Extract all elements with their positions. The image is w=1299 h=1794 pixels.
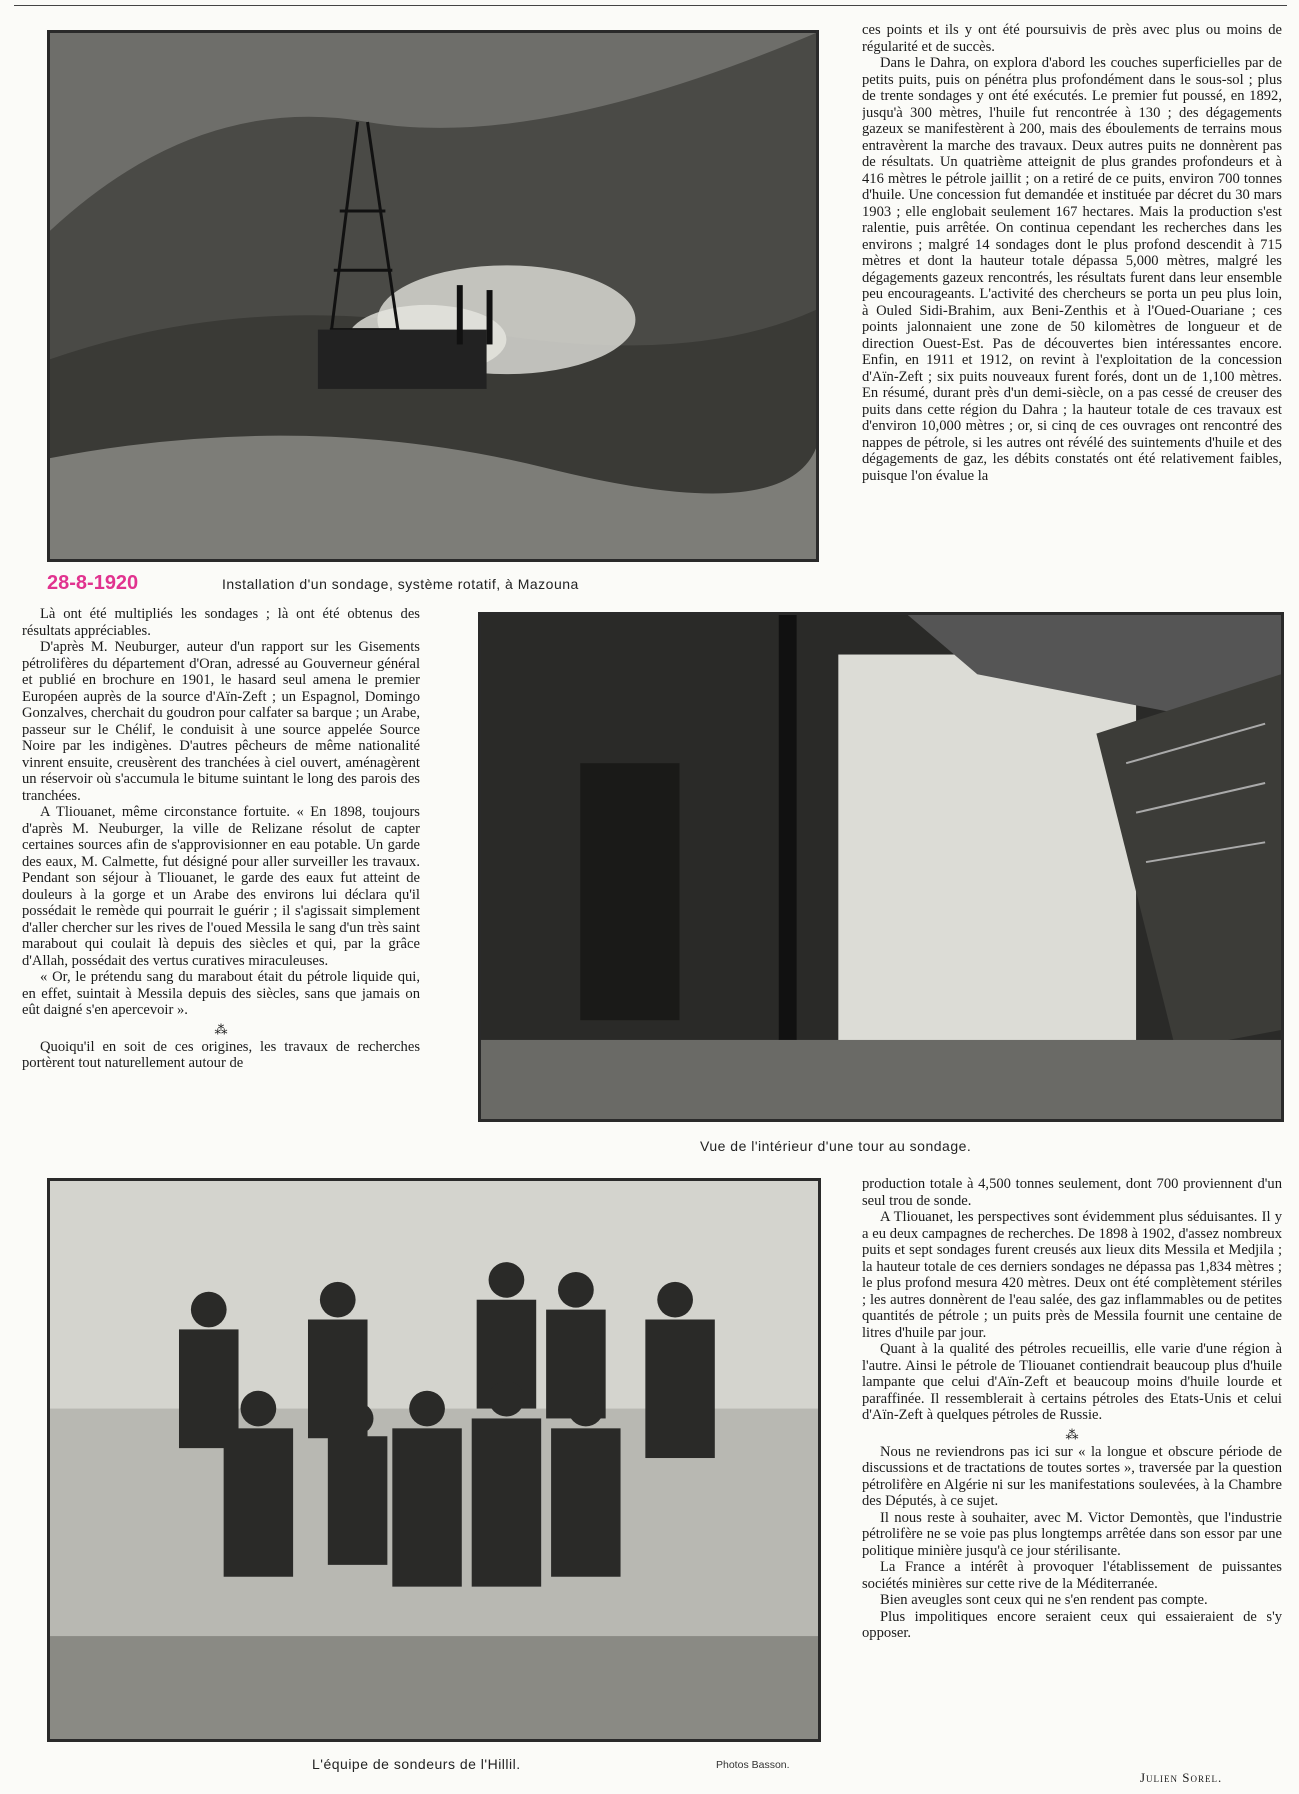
paragraph: A Tliouanet, même circonstance fortuite. « En 1898, toujours d'après M. Neuburger, la ville de Relizane résolut de capter certaines sources afin de s'approvisionner en eau potable. Un garde des eaux, M. Calmette, fut désigné pour aller surveiller les travaux. Pendant son séjour à Tliouanet, le garde des eaux fut atteint de douleurs à la gorge et un Arabe des environs lui déclara qu'il possédait le remède qui pourrait le guérir ; il s'agissait simplement d'aller chercher sur les rives de l'oued Messila le sang d'un très saint marabout qui coulait là depuis des siècles et qui, par la grâce d'Allah, possédait des vertus curatives miraculeuses.: [22, 804, 420, 969]
right-bottom-column: [862, 1176, 1282, 1766]
paragraph: Là ont été multipliés les sondages ; là ont été obtenus des résultats appréciables.: [22, 606, 420, 639]
author-signature: Julien Sorel.: [1140, 1770, 1223, 1785]
paragraph: Quoiqu'il en soit de ces origines, les travaux de recherches portèrent tout naturellement autour de: [22, 1038, 420, 1071]
tower-interior-photo: [478, 612, 1284, 1122]
tower-interior-illustration: [481, 615, 1281, 1119]
section-separator: ⁂: [1065, 1426, 1079, 1442]
paragraph: A Tliouanet, les perspectives sont évidemment plus séduisantes. Il y a eu deux campagnes de recherches. De 1898 à 1902, d'assez nombreux puits et sept sondages furent creusés aux lieux dits Messila et Medjila ; la hauteur totale de ces derniers sondages ne dépassa pas 1,834 mètres ; le plus profond mesura 420 mètres. Deux ont été complètement stériles ; les autres donnèrent de l'eau salée, des gaz inflammables ou de petites quantités de pétrole ; un puits près de Messila fournit une centaine de litres d'huile par jour.: [862, 1209, 1282, 1341]
date-stamp: 28-8-1920: [47, 572, 139, 594]
photo-credit: Photos Basson.: [716, 1759, 790, 1771]
section-separator: ⁂: [214, 1021, 228, 1037]
paragraph: Quant à la qualité des pétroles recueillis, elle varie d'une région à l'autre. Ainsi le pétrole de Tliouanet contiendrait beaucoup plus d'huile lampante que celui d'Aïn-Zeft et beaucoup moins d'huile lourde et paraffinée. Il ressemblerait à certains pétroles des Etats-Unis et celui d'Aïn-Zeft à quelques pétroles de Russie.: [862, 1341, 1282, 1423]
drilling-rig-illustration: [50, 33, 816, 559]
paragraph: Dans le Dahra, on explora d'abord les couches superficielles par de petits puits, puis on pénétra plus profondément dans le sous-sol ; plus de trente sondages y ont été exécutés. Le premier fut poussé, en 1892, jusqu'à 300 mètres, l'huile fut rencontrée à 130 ; des dégagements gazeux se manifestèrent à 200, mais des éboulements de terrains mous entravèrent la marche des travaux. Deux autres puits ne donnèrent pas de résultats. Un quatrième atteignit de plus grandes profondeurs et à 416 mètres le pétrole jaillit ; on a retiré de ce puits, environ 700 tonnes d'huile. Une concession fut demandée et instituée par décret du 30 mars 1903 ; elle englobait seulement 167 hectares. Mais la production s'est ralentie, puis arrêtée. On continua cependant les recherches dans les environs ; malgré 14 sondages dont le plus profond descendit à 715 mètres et dont la hauteur totale dépassa 5,000 mètres, malgré les dégagements gazeux rencontrés, les résultats furent dans leur ensemble peu encourageants. L'activité des chercheurs se porta un peu plus loin, à Ouled Sidi-Brahim, aux Beni-Zenthis et à l'Oued-Ouariane ; ces points jalonnaient une zone de 50 kilomètres de longueur et de direction Ouest-Est. Pas de découvertes bien intéressantes encore. Enfin, en 1911 et 1912, on revint à l'exploitation de la concession d'Aïn-Zeft ; six puits nouveaux furent forés, dont un de 1,100 mètres. En résumé, durant près d'un demi-siècle, on a pas cessé de creuser des puits dans cette région du Dahra ; la hauteur totale de ces travaux est d'environ 10,000 mètres ; or, si cinq de ces ouvrages ont rencontré des nappes de pétrole, si les autres ont révélé des suintements d'huile et des dégagements de gaz, les débits constatés ont été relativement faibles, puisque l'on évalue la: [862, 55, 1282, 484]
team-of-drillers-photo: [47, 1178, 821, 1742]
middle-photo-caption: Vue de l'intérieur d'une tour au sondage.: [700, 1138, 972, 1154]
paragraph: Nous ne reviendrons pas ici sur « la longue et obscure période de discussions et de tractations de toutes sortes », traversée par la question pétrolifère en Algérie ni sur les manifestations soulevées, à la Chambre des Députés, à ce sujet.: [862, 1443, 1282, 1509]
paragraph: Plus impolitiques encore seraient ceux qui essaieraient de s'y opposer.: [862, 1608, 1282, 1641]
paragraph: production totale à 4,500 tonnes seulement, dont 700 proviennent d'un seul trou de sonde.: [862, 1176, 1282, 1209]
paragraph: « Or, le prétendu sang du marabout était du pétrole liquide qui, en effet, suintait à Messila depuis des siècles, sans que jamais on eût daigné s'en apercevoir ».: [22, 969, 420, 1018]
paragraph: La France a intérêt à provoquer l'établissement de puissantes sociétés minières sur cette rive de la Méditerranée.: [862, 1559, 1282, 1592]
paragraph: Bien aveugles sont ceux qui ne s'en rendent pas compte.: [880, 1592, 1208, 1608]
paragraph: ces points et ils y ont été poursuivis de près avec plus ou moins de régularité et de succès.: [862, 22, 1282, 55]
top-rule: [14, 5, 1287, 6]
right-top-column: [862, 22, 1282, 588]
team-of-drillers-illustration: [50, 1181, 818, 1739]
drilling-rig-photo: [47, 30, 819, 562]
paragraph: D'après M. Neuburger, auteur d'un rapport sur les Gisements pétrolifères du département d'Oran, adressé au Gouverneur général et publié en brochure en 1901, le hasard seul amena le premier Européen auprès de la source d'Aïn-Zeft ; un Espagnol, Domingo Gonzalves, cherchait du goudron pour calfater sa barque ; un Arabe, passeur sur le Chélif, le conduisit à une source appelée Source Noire par les indigènes. D'autres pêcheurs de même nationalité vinrent ensuite, creusèrent des tranchées à ciel ouvert, aménagèrent un réservoir où s'accumula le bitume suintant le long des parois des tranchées.: [22, 639, 420, 804]
bottom-photo-caption: L'équipe de sondeurs de l'Hillil.: [312, 1756, 521, 1772]
paragraph: Il nous reste à souhaiter, avec M. Victor Demontès, que l'industrie pétrolifère ne se voie pas plus longtemps arrêtée dans son essor par une politique minière jusqu'à ce jour stérilisante.: [862, 1509, 1282, 1559]
top-photo-caption: Installation d'un sondage, système rotatif, à Mazouna: [222, 576, 579, 592]
